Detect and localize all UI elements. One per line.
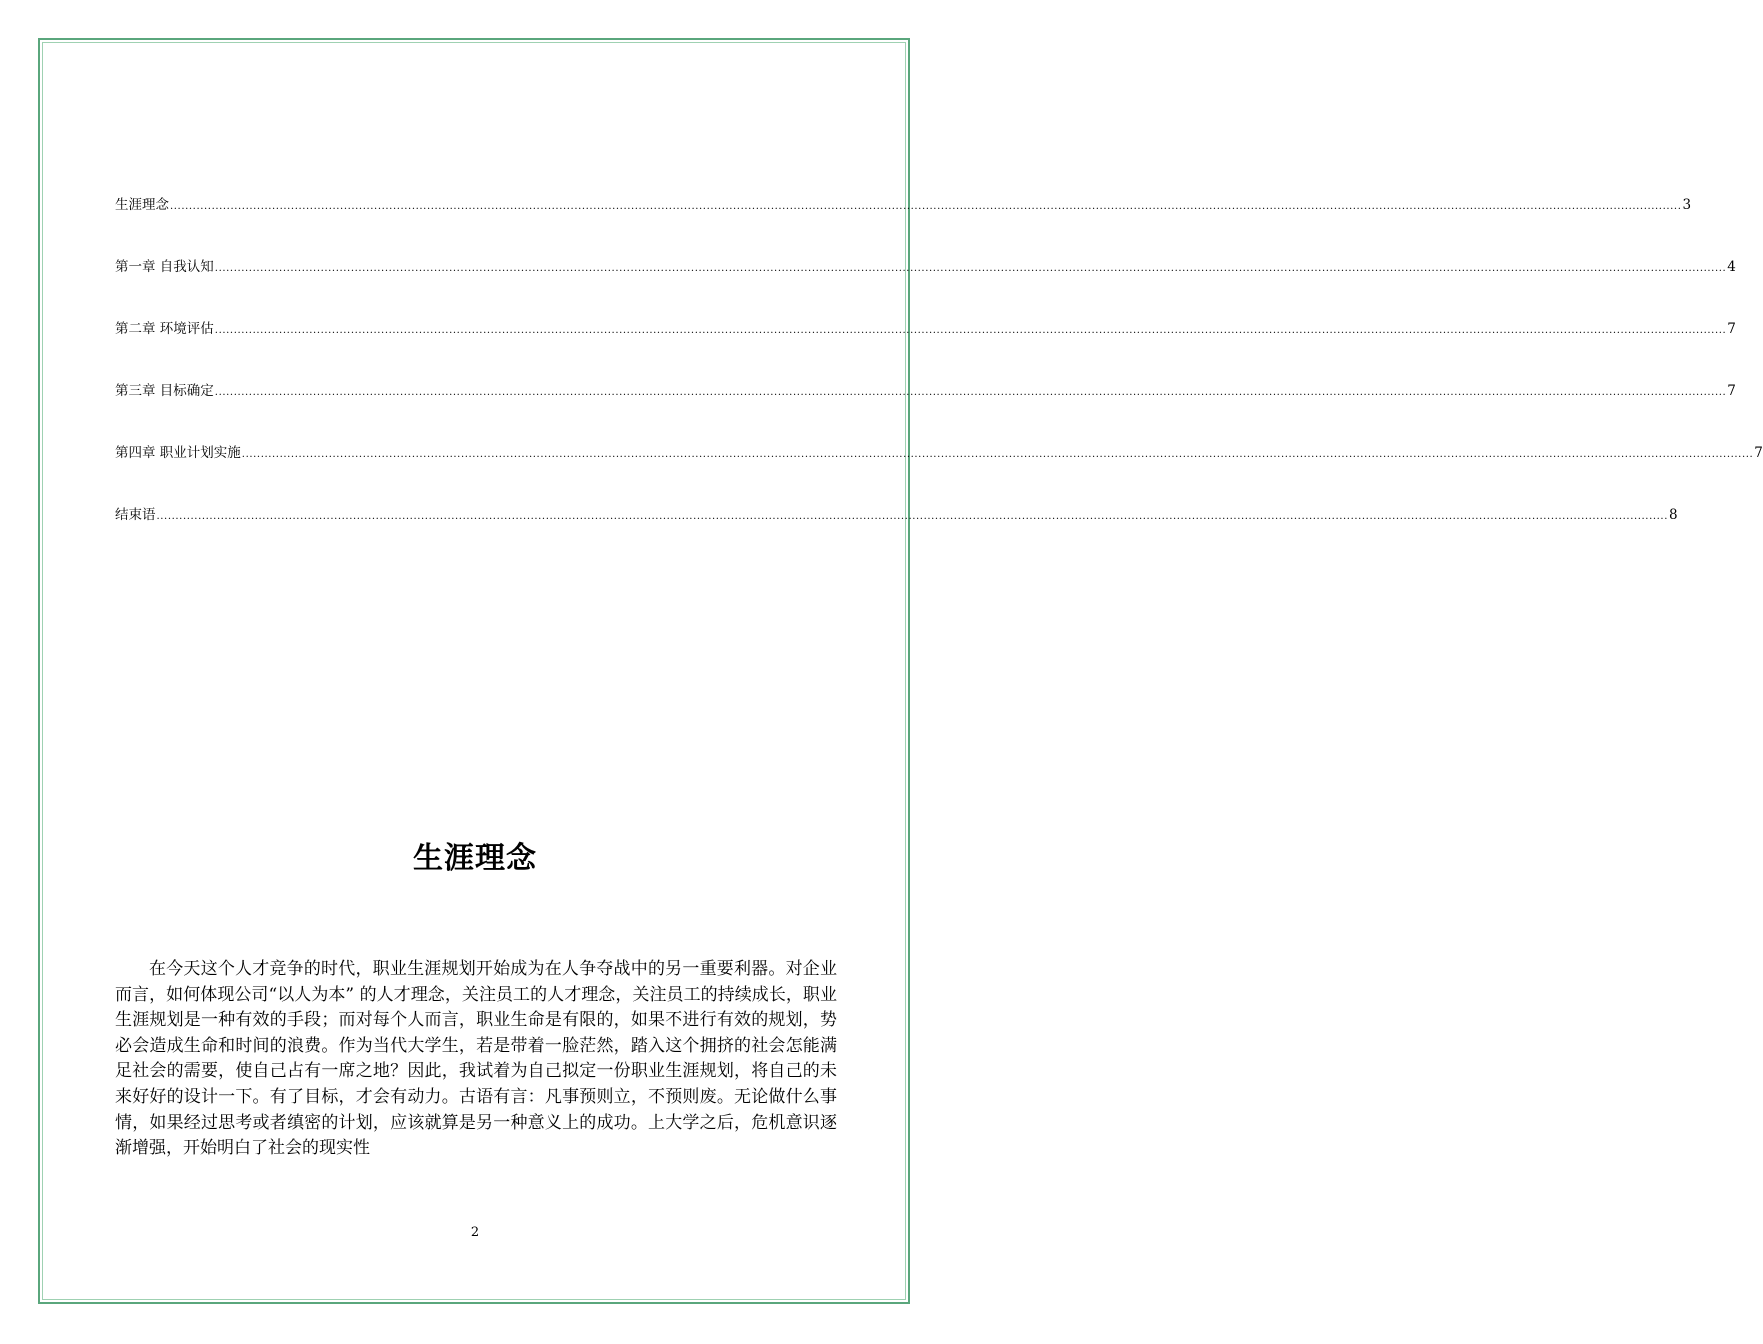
toc-leader-dots: ................................................................................................................................................................................................................................................................................................................................................................................................................ — [214, 263, 1727, 274]
toc-leader-dots: ................................................................................................................................................................................................................................................................................................................................................................................................................ — [170, 201, 1682, 212]
page-number: 2 — [470, 1225, 480, 1240]
toc-entry-page: 7 — [1727, 382, 1736, 399]
toc-entry-label: 第三章 目标确定 — [115, 382, 214, 399]
toc-leader-dots: ................................................................................................................................................................................................................................................................................................................................................................................................................ — [156, 511, 1668, 522]
toc-entry-label: 第二章 环境评估 — [115, 320, 214, 337]
toc-leader-dots: ................................................................................................................................................................................................................................................................................................................................................................................................................ — [241, 449, 1754, 460]
toc-entry-page: 7 — [1754, 444, 1763, 461]
toc-entry[interactable] — [115, 398, 1763, 461]
toc-entry[interactable] — [115, 274, 1736, 337]
toc-entry-page: 7 — [1727, 320, 1736, 337]
toc-entry[interactable] — [115, 336, 1736, 399]
toc-entry-label: 第一章 自我认知 — [115, 258, 214, 275]
toc-entry[interactable] — [115, 460, 1678, 523]
table-of-contents — [115, 150, 1763, 523]
toc-entry-page: 3 — [1682, 196, 1692, 213]
toc-entry[interactable] — [115, 150, 1692, 213]
section-paragraph: 在今天这个人才竞争的时代，职业生涯规划开始成为在人争夺战中的另一重要利器。对企业而言，如何体现公司“以人为本” 的人才理念，关注员工的人才理念，关注员工的持续成长，职业生涯规划是一种有效的手段；而对每个人而言，职业生命是有限的，如果不进行有效的规划，势必会造成生命和时间的浪费。作为当代大学生，若是带着一脸茫然，踏入这个拥挤的社会怎能满足社会的需要，使自己占有一席之地？因此，我试着为自己拟定一份职业生涯规划，将自己的未来好好的设计一下。有了目标，才会有动力。古语有言：凡事预则立，不预则废。无论做什么事情，如果经过思考或者缜密的计划，应该就算是另一种意义上的成功。上大学之后，危机意识逐渐增强，开始明白了社会的现实性 — [115, 959, 837, 1159]
toc-entry-label: 第四章 职业计划实施 — [115, 444, 241, 461]
toc-entry-label: 生涯理念 — [115, 196, 169, 213]
toc-entry[interactable] — [115, 212, 1736, 275]
section-title: 生涯理念 — [413, 841, 537, 876]
toc-entry-page: 8 — [1668, 506, 1678, 523]
toc-entry-page: 4 — [1727, 258, 1736, 275]
toc-leader-dots: ................................................................................................................................................................................................................................................................................................................................................................................................................ — [214, 325, 1727, 336]
toc-entry-label: 结束语 — [115, 506, 156, 523]
toc-leader-dots: ................................................................................................................................................................................................................................................................................................................................................................................................................ — [214, 387, 1727, 398]
